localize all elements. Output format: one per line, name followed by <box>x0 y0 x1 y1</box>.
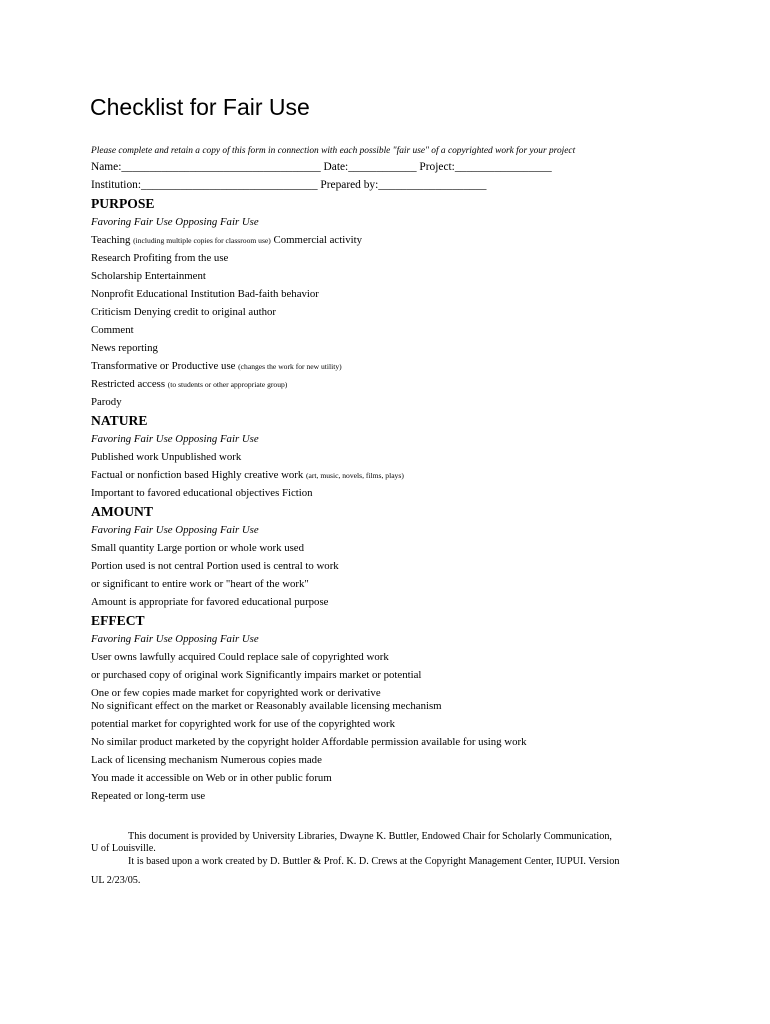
purpose-row: Comment <box>91 324 134 336</box>
purpose-row-text: Transformative or Productive use <box>91 360 239 372</box>
section-heading-effect: EFFECT <box>91 613 145 628</box>
effect-column-labels: Favoring Fair Use Opposing Fair Use <box>91 633 259 645</box>
purpose-row: News reporting <box>91 342 158 354</box>
form-line-institution-prepared-by: Institution:_______________________________ Prepared by:___________________ <box>91 179 487 191</box>
document-title: Checklist for Fair Use <box>90 94 310 120</box>
amount-row: Amount is appropriate for favored educational purpose <box>91 596 329 608</box>
purpose-row: Criticism Denying credit to original author <box>91 306 277 318</box>
purpose-row-note: (including multiple copies for classroom use) <box>133 236 271 245</box>
purpose-row: Scholarship Entertainment <box>91 270 206 282</box>
purpose-row: Nonprofit Educational Institution Bad-faith behavior <box>91 288 319 300</box>
amount-row: Small quantity Large portion or whole work used <box>91 542 305 554</box>
purpose-row: Research Profiting from the use <box>91 252 229 264</box>
effect-row: potential market for copyrighted work for use of the copyrighted work <box>91 718 396 730</box>
purpose-row-text: Teaching <box>91 234 134 246</box>
purpose-column-labels: Favoring Fair Use Opposing Fair Use <box>91 216 259 228</box>
purpose-row: Parody <box>91 396 122 408</box>
nature-row <box>91 469 404 482</box>
footer-attribution-line: This document is provided by University Libraries, Dwayne K. Buttler, Endowed Chair for Scholarly Communication, <box>128 831 612 842</box>
purpose-row-note: (changes the work for new utility) <box>238 362 342 371</box>
footer-attribution-line: UL 2/23/05. <box>91 875 141 886</box>
purpose-row <box>91 360 342 373</box>
effect-row: User owns lawfully acquired Could replace sale of copyrighted work <box>91 651 389 663</box>
purpose-row <box>91 234 362 247</box>
nature-row: Published work Unpublished work <box>91 451 242 463</box>
purpose-row-text: Restricted access <box>91 378 168 390</box>
effect-row: or purchased copy of original work Significantly impairs market or potential <box>91 669 422 681</box>
section-heading-amount: AMOUNT <box>91 504 153 519</box>
footer-attribution-line: U of Louisville. <box>91 843 156 854</box>
intro-instructions: Please complete and retain a copy of this form in connection with each possible "fair use" of a copyrighted work for your project <box>91 146 576 156</box>
amount-column-labels: Favoring Fair Use Opposing Fair Use <box>91 524 259 536</box>
purpose-row-note: (to students or other appropriate group) <box>167 380 288 389</box>
nature-row-text: Factual or nonfiction based Highly creative work <box>91 469 306 481</box>
form-line-name-date-project: Name:___________________________________ Date:____________ Project:_________________ <box>91 161 552 173</box>
effect-row: Lack of licensing mechanism Numerous copies made <box>91 754 322 766</box>
nature-row: Important to favored educational objectives Fiction <box>91 487 313 499</box>
purpose-row <box>91 378 287 391</box>
nature-column-labels: Favoring Fair Use Opposing Fair Use <box>91 433 259 445</box>
effect-row: Repeated or long-term use <box>91 790 206 802</box>
effect-row: One or few copies made market for copyrighted work or derivative <box>91 687 381 699</box>
effect-row: No similar product marketed by the copyright holder Affordable permission available for using work <box>91 736 527 748</box>
amount-row: Portion used is not central Portion used is central to work <box>91 560 339 572</box>
section-heading-nature: NATURE <box>91 413 148 428</box>
amount-row: or significant to entire work or "heart of the work" <box>91 578 309 590</box>
purpose-row-text: Commercial activity <box>270 234 362 246</box>
section-heading-purpose: PURPOSE <box>91 196 155 211</box>
footer-attribution-line: It is based upon a work created by D. Buttler & Prof. K. D. Crews at the Copyright Management Center, IUPUI. Version <box>128 856 620 867</box>
effect-row: You made it accessible on Web or in other public forum <box>91 772 332 784</box>
nature-row-note: (art, music, novels, films, plays) <box>305 471 404 480</box>
effect-row: No significant effect on the market or Reasonably available licensing mechanism <box>91 700 442 712</box>
